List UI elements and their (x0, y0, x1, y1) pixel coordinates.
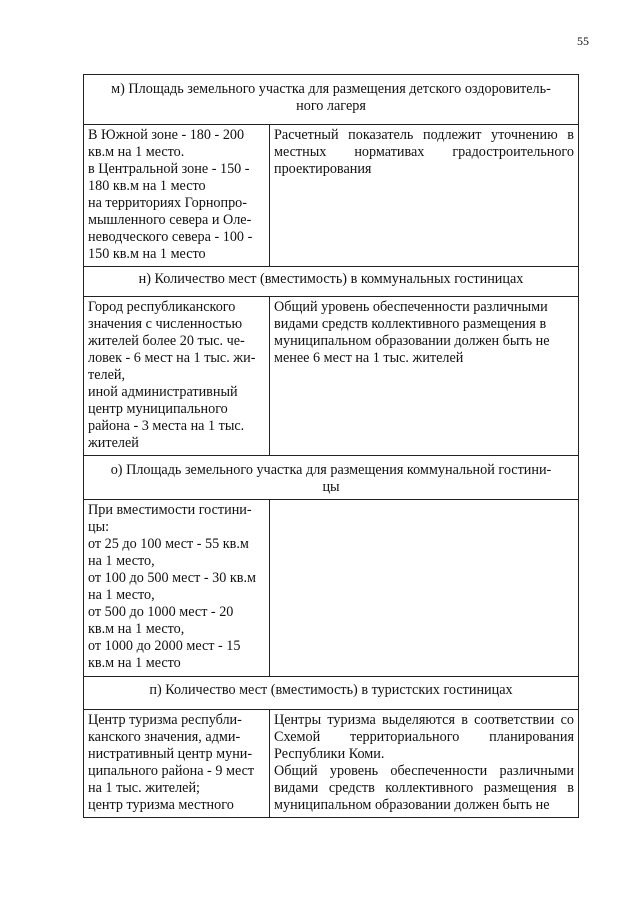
norms-table (83, 74, 579, 818)
norm-note-cell (270, 500, 579, 677)
section-heading: п) Количество мест (вместимость) в туристских гостиницах (84, 677, 579, 710)
norm-value-cell: Центр туризма республи- канского значения, адми- нистративный центр муни- ципального района - 9 мест на 1 тыс. жителей; центр туризма местного (84, 710, 270, 818)
table-row (84, 710, 579, 818)
section-heading: н) Количество мест (вместимость) в коммунальных гостиницах (84, 267, 579, 297)
section-heading-row (84, 267, 579, 297)
section-heading-row (84, 456, 579, 500)
norm-note-cell: Центры туризма выделяются в соответствии со Схемой территориального планирования Республики Коми. Общий уровень обеспеченности различными видами средств коллективного размещения в муниципальном образовании должен быть не (270, 710, 579, 818)
section-heading: о) Площадь земельного участка для размещения коммунальной гостини- цы (84, 456, 579, 500)
section-heading-row (84, 677, 579, 710)
section-heading: м) Площадь земельного участка для размещения детского оздоровитель- ного лагеря (84, 75, 579, 125)
table-row (84, 125, 579, 267)
table-row (84, 297, 579, 456)
norm-value-cell: При вместимости гостини- цы: от 25 до 100 мест - 55 кв.м на 1 место, от 100 до 500 мест - 30 кв.м на 1 место, от 500 до 1000 мест - 20 кв.м на 1 место, от 1000 до 2000 мест - 15 кв.м на 1 место (84, 500, 270, 677)
norm-value-cell: Город республиканского значения с численностью жителей более 20 тыс. че- ловек - 6 мест на 1 тыс. жи- телей, иной административный центр муниципального района - 3 места на 1 тыс. жителей (84, 297, 270, 456)
section-heading-row (84, 75, 579, 125)
norm-note-cell: Расчетный показатель подлежит уточнению в местных нормативах градостроительного проектирования (270, 125, 579, 267)
page-number: 55 (577, 34, 589, 48)
norm-note-cell: Общий уровень обеспеченности различными видами средств коллективного размещения в муниципальном образовании должен быть не менее 6 мест на 1 тыс. жителей (270, 297, 579, 456)
norm-value-cell: В Южной зоне - 180 - 200 кв.м на 1 место. в Центральной зоне - 150 - 180 кв.м на 1 место на территориях Горнопро- мышленного севера и Оле- неводческого севера - 100 - 150 кв.м на 1 место (84, 125, 270, 267)
table-row (84, 500, 579, 677)
